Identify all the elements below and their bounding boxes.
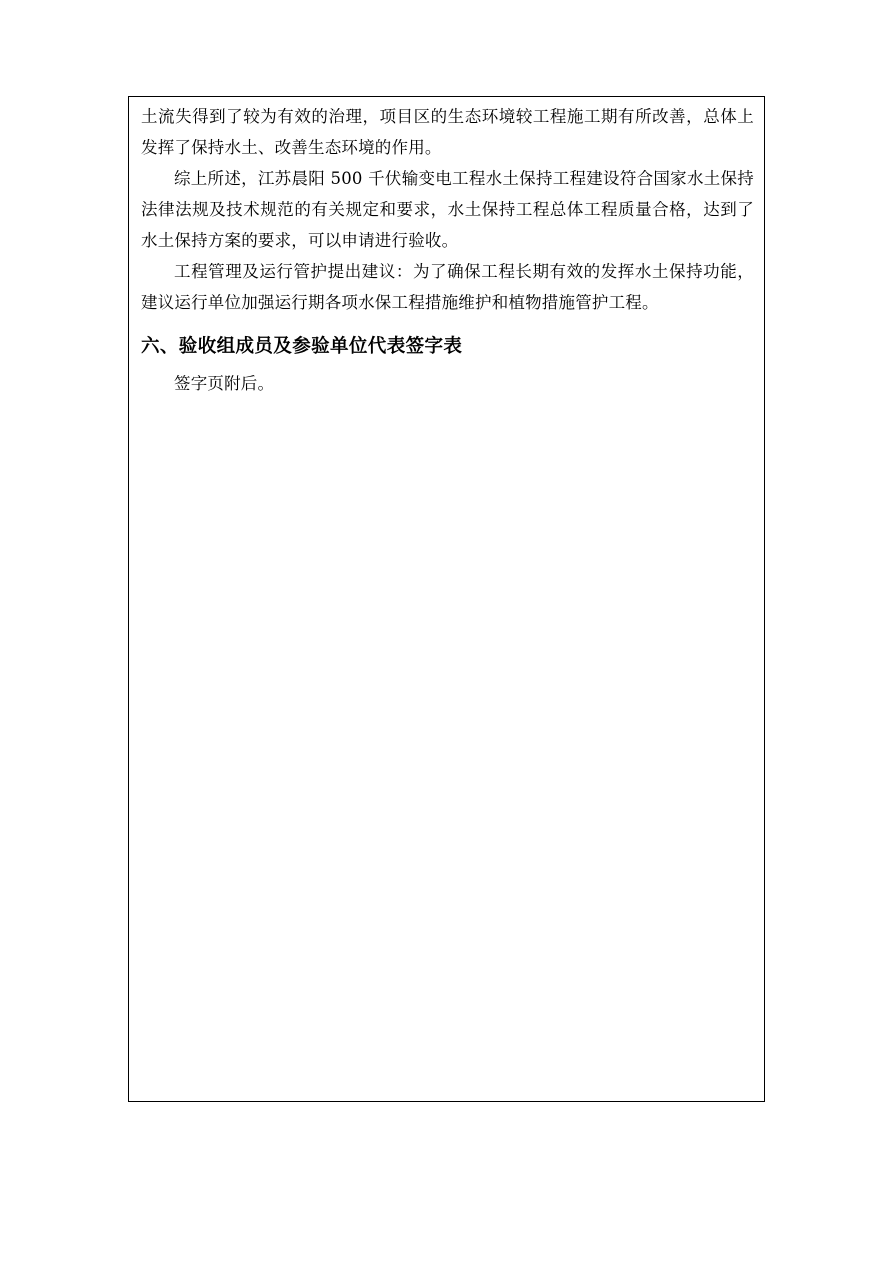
document-content — [141, 101, 754, 399]
paragraph-continued: 土流失得到了较为有效的治理，项目区的生态环境较工程施工期有所改善，总体上发挥了保持水土、改善生态环境的作用。 — [141, 107, 754, 157]
paragraph-suggestion: 工程管理及运行管护提出建议：为了确保工程长期有效的发挥水土保持功能，建议运行单位加强运行期各项水保工程措施维护和植物措施管护工程。 — [141, 262, 754, 312]
section-body-text: 签字页附后。 — [174, 374, 275, 393]
section-heading: 六、验收组成员及参验单位代表签字表 — [141, 336, 463, 357]
paragraph-summary: 综上所述，江苏晨阳 500 千伏输变电工程水土保持工程建设符合国家水土保持法律法规及技术规范的有关规定和要求，水土保持工程总体工程质量合格，达到了水土保持方案的要求，可以申请进行验收。 — [141, 169, 754, 250]
page-border-frame — [128, 96, 765, 1102]
